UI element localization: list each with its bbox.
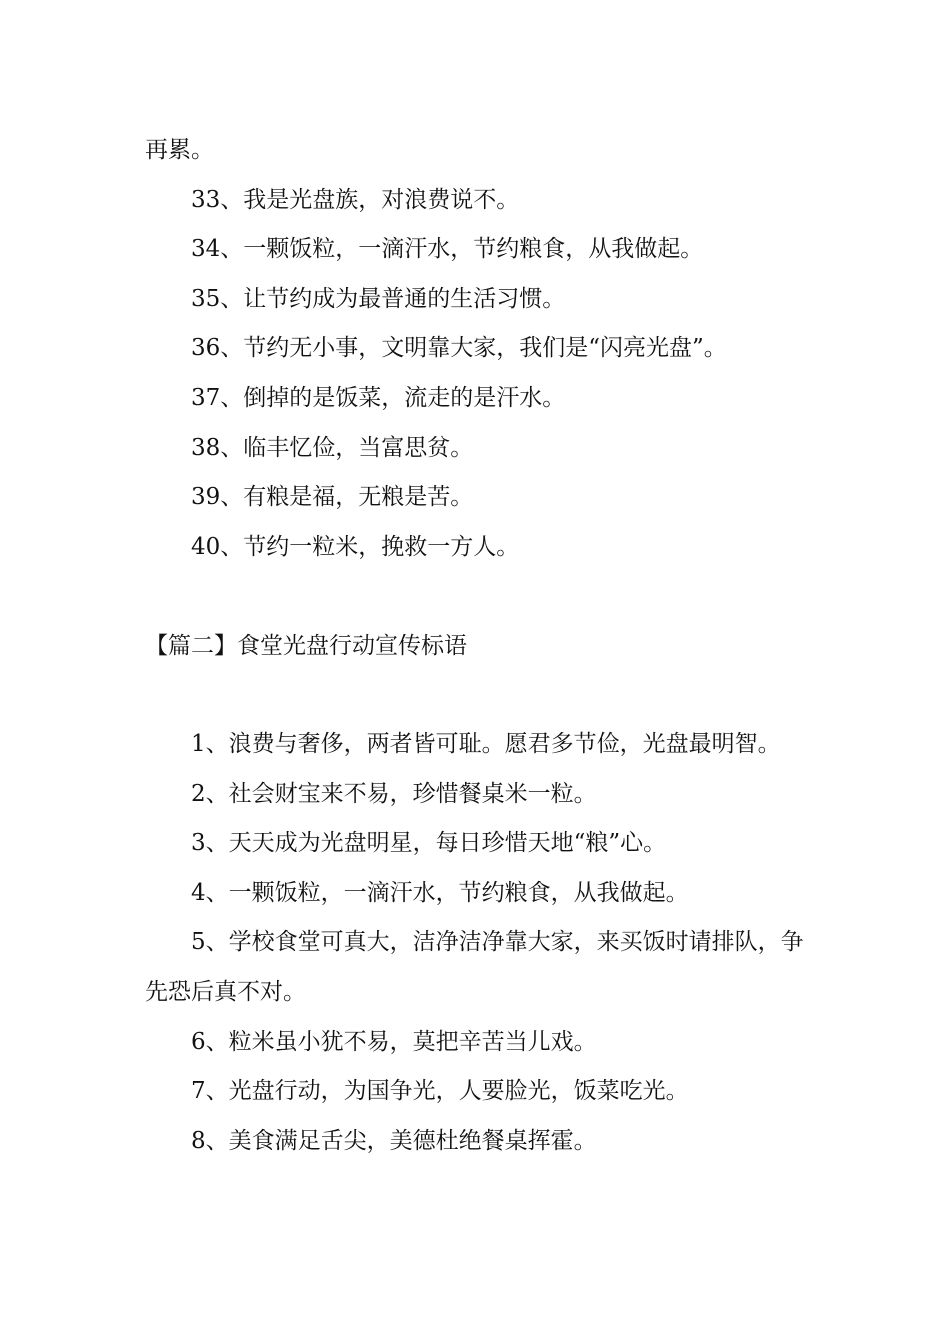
- slogan-item: 39、有粮是福，无粮是苦。: [191, 484, 474, 511]
- section-heading: 【篇二】食堂光盘行动宣传标语: [145, 633, 467, 660]
- slogan-item: 1、浪费与奢侈，两者皆可耻。愿君多节俭，光盘最明智。: [191, 730, 781, 757]
- continuation-text: 再累。: [145, 137, 214, 163]
- slogan-item: 3、天天成为光盘明星，每日珍惜天地“粮”心。: [191, 830, 667, 857]
- slogan-item: 40、节约一粒米，挽救一方人。: [191, 533, 520, 560]
- slogan-item: 7、光盘行动，为国争光，人要脸光，饭菜吃光。: [191, 1078, 689, 1105]
- slogan-item: 33、我是光盘族，对浪费说不。: [191, 186, 520, 213]
- slogan-item: 5、学校食堂可真大，洁净洁净靠大家，来买饭时请排队，争先恐后真不对。: [145, 929, 804, 1005]
- section-spacer: [145, 672, 815, 720]
- slogan-item: 34、一颗饭粒，一滴汗水，节约粮食，从我做起。: [191, 236, 704, 263]
- section-spacer: [145, 572, 815, 622]
- document-body: [145, 126, 815, 1166]
- slogan-item: 36、节约无小事，文明靠大家，我们是“闪亮光盘”。: [191, 335, 727, 362]
- slogan-item: 35、让节约成为最普通的生活习惯。: [191, 285, 566, 312]
- slogan-item: 8、美食满足舌尖，美德杜绝餐桌挥霍。: [191, 1127, 597, 1154]
- slogan-item: 4、一颗饭粒，一滴汗水，节约粮食，从我做起。: [191, 879, 689, 906]
- slogan-item: 6、粒米虽小犹不易，莫把辛苦当儿戏。: [191, 1028, 597, 1055]
- slogan-item: 38、临丰忆俭，当富思贫。: [191, 434, 474, 461]
- slogan-item: 2、社会财宝来不易，珍惜餐桌米一粒。: [191, 780, 597, 807]
- slogan-item: 37、倒掉的是饭菜，流走的是汗水。: [191, 384, 566, 411]
